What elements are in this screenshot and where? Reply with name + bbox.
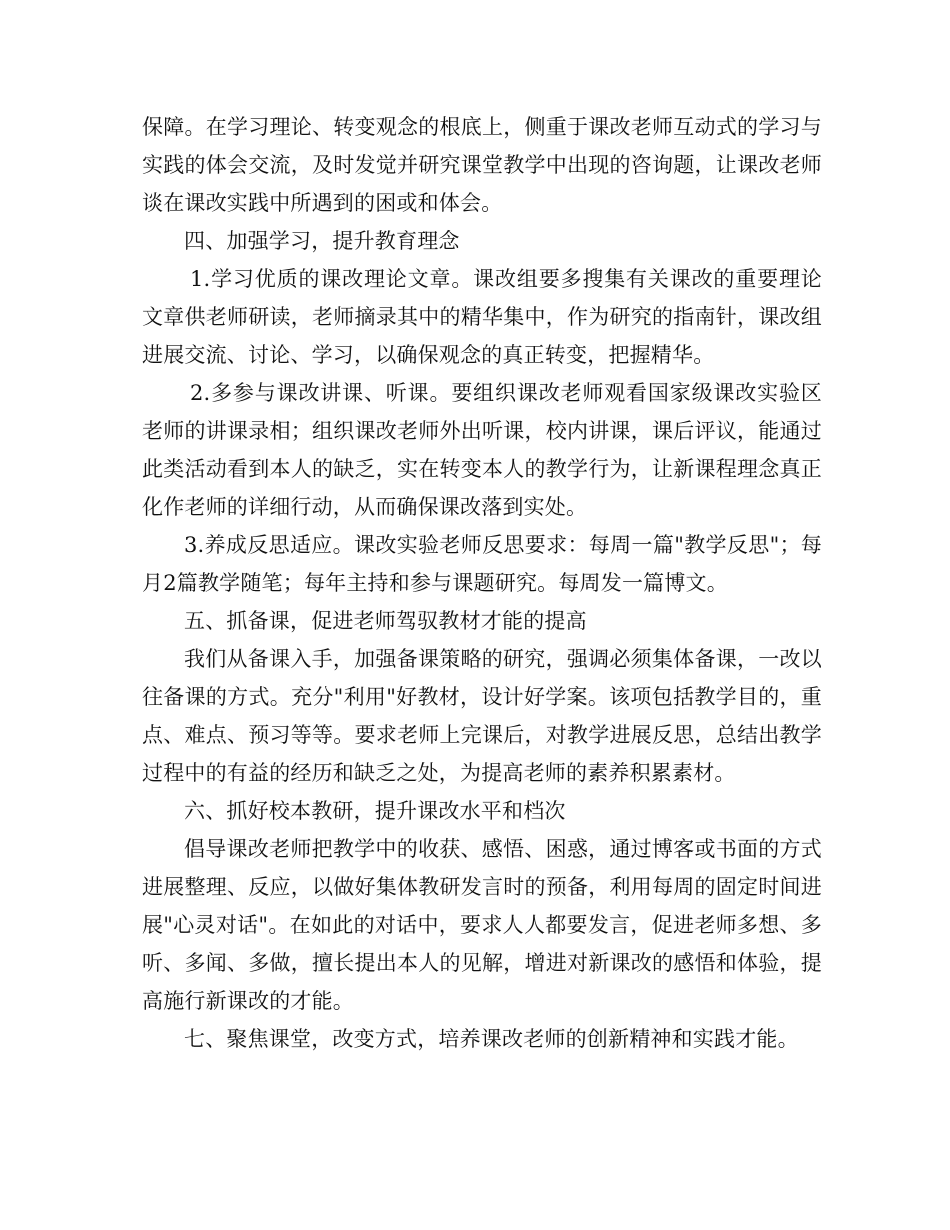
document-body [142,108,822,1058]
section-heading-5: 五、抓备课，促进老师驾驭教材才能的提高 [184,609,587,633]
section-heading-6: 六、抓好校本教研，提升课改水平和档次 [184,799,566,823]
paragraph-item-3: 3.养成反思适应。课改实验老师反思要求：每周一篇"教学反思"；每月2篇教学随笔；每年主持和参与课题研究。每周发一篇博文。 [142,533,822,595]
paragraph-item-1: 1.学习优质的课改理论文章。课改组要多搜集有关课改的重要理论文章供老师研读，老师摘录其中的精华集中，作为研究的指南针，课改组进展交流、讨论、学习，以确保观念的真正转变，把握精华。 [142,267,822,367]
paragraph-research: 倡导课改老师把教学中的收获、感悟、困惑，通过博客或书面的方式进展整理、反应，以做好集体教研发言时的预备，利用每周的固定时间进展"心灵对话"。在如此的对话中，要求人人都要发言，促进老师多想、多听、多闻、多做，擅长提出本人的见解，增进对新课改的感悟和体验，提高施行新课改的才能。 [142,837,822,1013]
section-heading-7: 七、聚焦课堂，改变方式，培养课改老师的创新精神和实践才能。 [184,1027,799,1051]
paragraph-item-2: 2.多参与课改讲课、听课。要组织课改老师观看国家级课改实验区老师的讲课录相；组织课改老师外出听课，校内讲课，课后评议，能通过此类活动看到本人的缺乏，实在转变本人的教学行为，让新课程理念真正化作老师的详细行动，从而确保课改落到实处。 [142,381,822,519]
paragraph-preparation: 我们从备课入手，加强备课策略的研究，强调必须集体备课，一改以往备课的方式。充分"利用"好教材，设计好学案。该项包括教学目的，重点、难点、预习等等。要求老师上完课后，对教学进展反思，总结出教学过程中的有益的经历和缺乏之处，为提高老师的素养积累素材。 [142,647,822,785]
section-heading-4: 四、加强学习，提升教育理念 [184,229,460,253]
paragraph-continuation: 保障。在学习理论、转变观念的根底上，侧重于课改老师互动式的学习与实践的体会交流，及时发觉并研究课堂教学中出现的咨询题，让课改老师谈在课改实践中所遇到的困或和体会。 [142,115,822,215]
